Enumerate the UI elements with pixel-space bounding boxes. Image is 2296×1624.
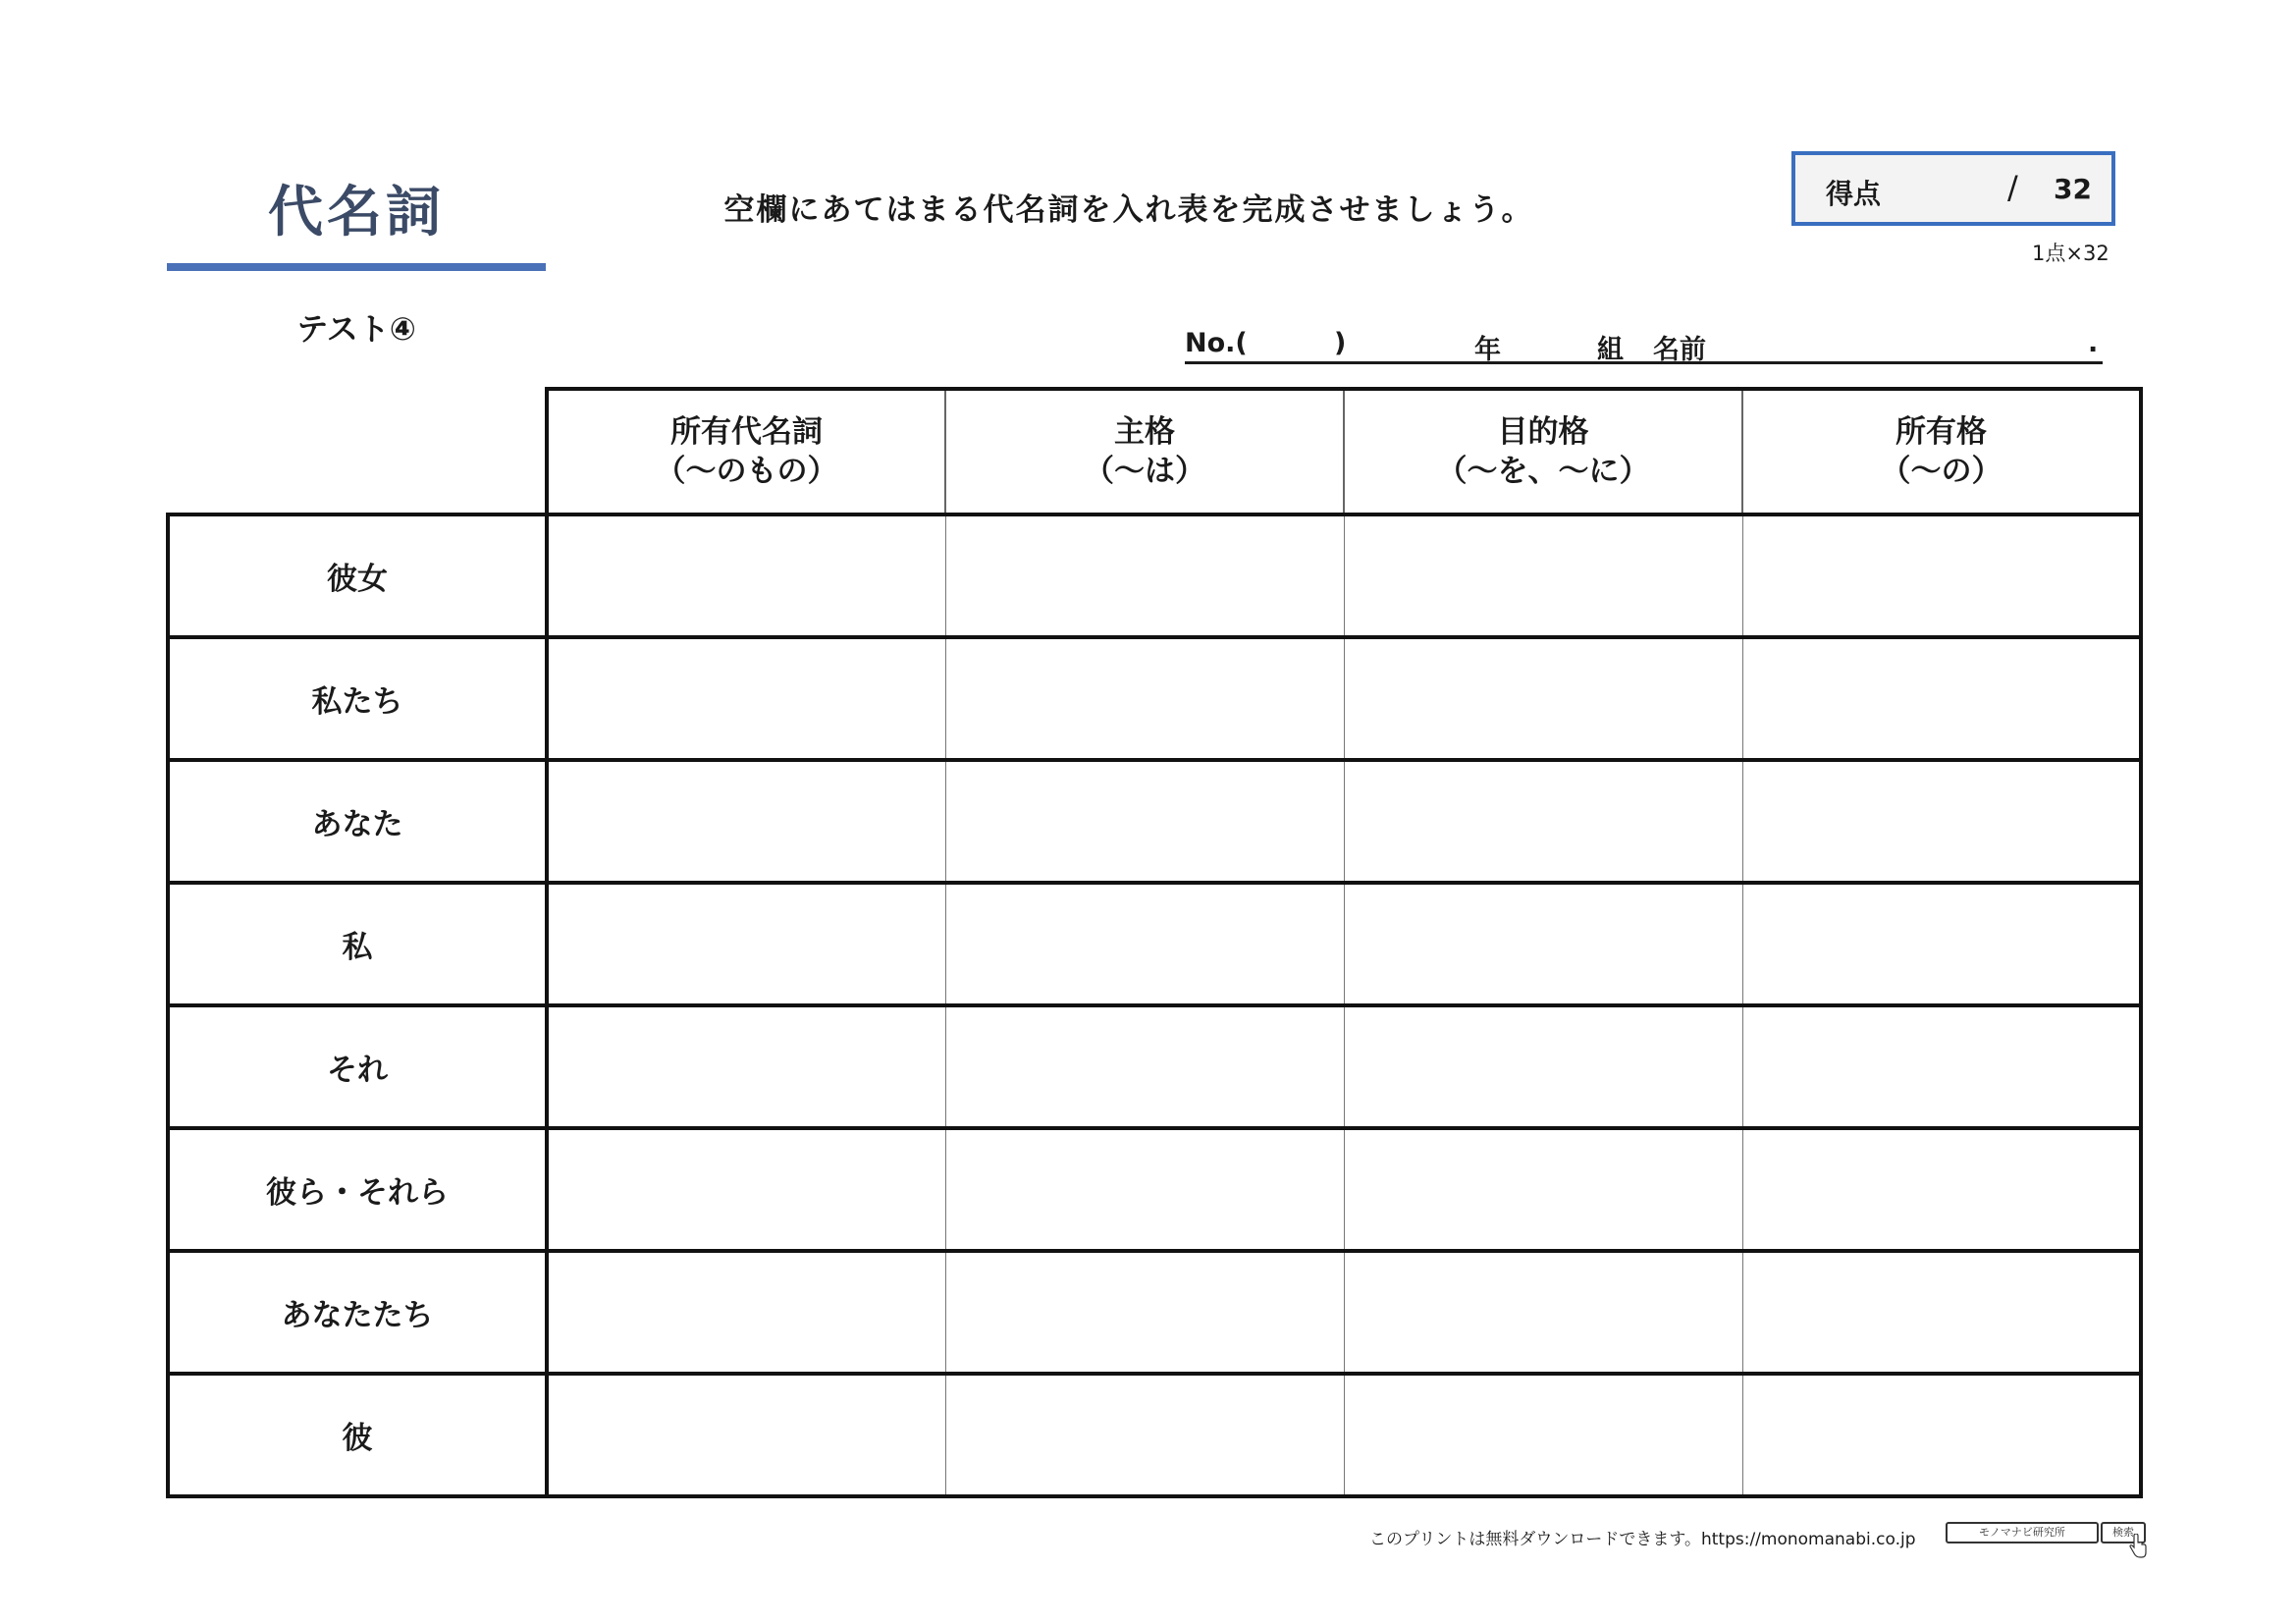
answer-cell[interactable] <box>547 883 945 1005</box>
year-label: 年 <box>1474 335 1501 365</box>
name-label: 名前 <box>1653 335 1706 365</box>
score-total: 32 <box>2054 173 2092 205</box>
table-row <box>168 1251 2141 1374</box>
column-header-line2: （～の） <box>1880 454 2002 489</box>
student-info-line <box>1185 326 2103 364</box>
footer-text: このプリントは無料ダウンロードできます。https://monomanabi.co.jp <box>1369 1530 1916 1549</box>
answer-cell[interactable] <box>1742 1128 2141 1251</box>
score-slash: / <box>2007 169 2018 206</box>
answer-cell[interactable] <box>1344 1005 1742 1128</box>
row-label: あなた <box>168 760 547 883</box>
column-header-line1: 所有代名詞 <box>670 414 823 450</box>
row-label: 私たち <box>168 637 547 760</box>
score-note: 1点×32 <box>2032 242 2109 265</box>
answer-cell[interactable] <box>547 760 945 883</box>
answer-cell[interactable] <box>547 1251 945 1374</box>
column-header-line1: 目的格 <box>1497 414 1589 450</box>
row-label: あなたたち <box>168 1251 547 1374</box>
answer-cell[interactable] <box>945 1251 1344 1374</box>
column-header-possessive-pronoun <box>547 389 945 514</box>
row-label: それ <box>168 1005 547 1128</box>
answer-cell[interactable] <box>1344 883 1742 1005</box>
column-header-line2: （～を、～に） <box>1436 454 1650 489</box>
table-row <box>168 760 2141 883</box>
table-row <box>168 1374 2141 1496</box>
test-subtitle: テスト④ <box>296 310 416 348</box>
class-label: 組 <box>1597 335 1624 365</box>
column-header-subjective <box>945 389 1344 514</box>
column-header-line1: 所有格 <box>1896 414 1987 450</box>
answer-cell[interactable] <box>547 1128 945 1251</box>
table-row <box>168 514 2141 637</box>
answer-cell[interactable] <box>1344 514 1742 637</box>
pronoun-table <box>166 387 2143 1498</box>
page-title: 代名詞 <box>268 181 445 244</box>
answer-cell[interactable] <box>547 1005 945 1128</box>
answer-cell[interactable] <box>1344 637 1742 760</box>
answer-cell[interactable] <box>1742 1251 2141 1374</box>
footer-search-button: 検索 <box>2101 1522 2146 1543</box>
column-header-line2: （～は） <box>1084 454 1205 489</box>
answer-cell[interactable] <box>1742 1005 2141 1128</box>
answer-cell[interactable] <box>1742 514 2141 637</box>
table-row <box>168 1128 2141 1251</box>
column-header-possessive <box>1742 389 2141 514</box>
instruction-text: 空欄にあてはまる代名詞を入れ表を完成させましょう。 <box>723 192 1534 228</box>
answer-cell[interactable] <box>945 1374 1344 1496</box>
name-line-end: . <box>2088 328 2099 358</box>
answer-cell[interactable] <box>1344 1374 1742 1496</box>
answer-cell[interactable] <box>1742 883 2141 1005</box>
column-header-line1: 主格 <box>1114 414 1175 450</box>
column-header-line2: （～のもの） <box>655 454 838 489</box>
number-label: No.( <box>1185 328 1248 358</box>
footer-search-box: モノマナビ研究所 <box>1946 1522 2099 1543</box>
table-header-row <box>168 389 2141 514</box>
answer-cell[interactable] <box>547 637 945 760</box>
row-label: 彼 <box>168 1374 547 1496</box>
header-corner <box>168 389 547 514</box>
answer-cell[interactable] <box>1344 1128 1742 1251</box>
answer-cell[interactable] <box>945 1005 1344 1128</box>
answer-cell[interactable] <box>1742 760 2141 883</box>
table-row <box>168 883 2141 1005</box>
hand-cursor-icon <box>2128 1534 2148 1559</box>
score-label: 得点 <box>1826 178 1882 210</box>
answer-cell[interactable] <box>945 637 1344 760</box>
answer-cell[interactable] <box>945 760 1344 883</box>
column-header-objective <box>1344 389 1742 514</box>
answer-cell[interactable] <box>1344 760 1742 883</box>
answer-cell[interactable] <box>945 1128 1344 1251</box>
answer-cell[interactable] <box>547 1374 945 1496</box>
answer-cell[interactable] <box>1344 1251 1742 1374</box>
answer-cell[interactable] <box>1742 637 2141 760</box>
row-label: 私 <box>168 883 547 1005</box>
table-row <box>168 1005 2141 1128</box>
number-close: ) <box>1334 328 1347 358</box>
row-label: 彼ら・それら <box>168 1128 547 1251</box>
title-underline <box>167 263 546 271</box>
table-row <box>168 637 2141 760</box>
answer-cell[interactable] <box>945 514 1344 637</box>
row-label: 彼女 <box>168 514 547 637</box>
answer-cell[interactable] <box>1742 1374 2141 1496</box>
answer-cell[interactable] <box>547 514 945 637</box>
answer-cell[interactable] <box>945 883 1344 1005</box>
